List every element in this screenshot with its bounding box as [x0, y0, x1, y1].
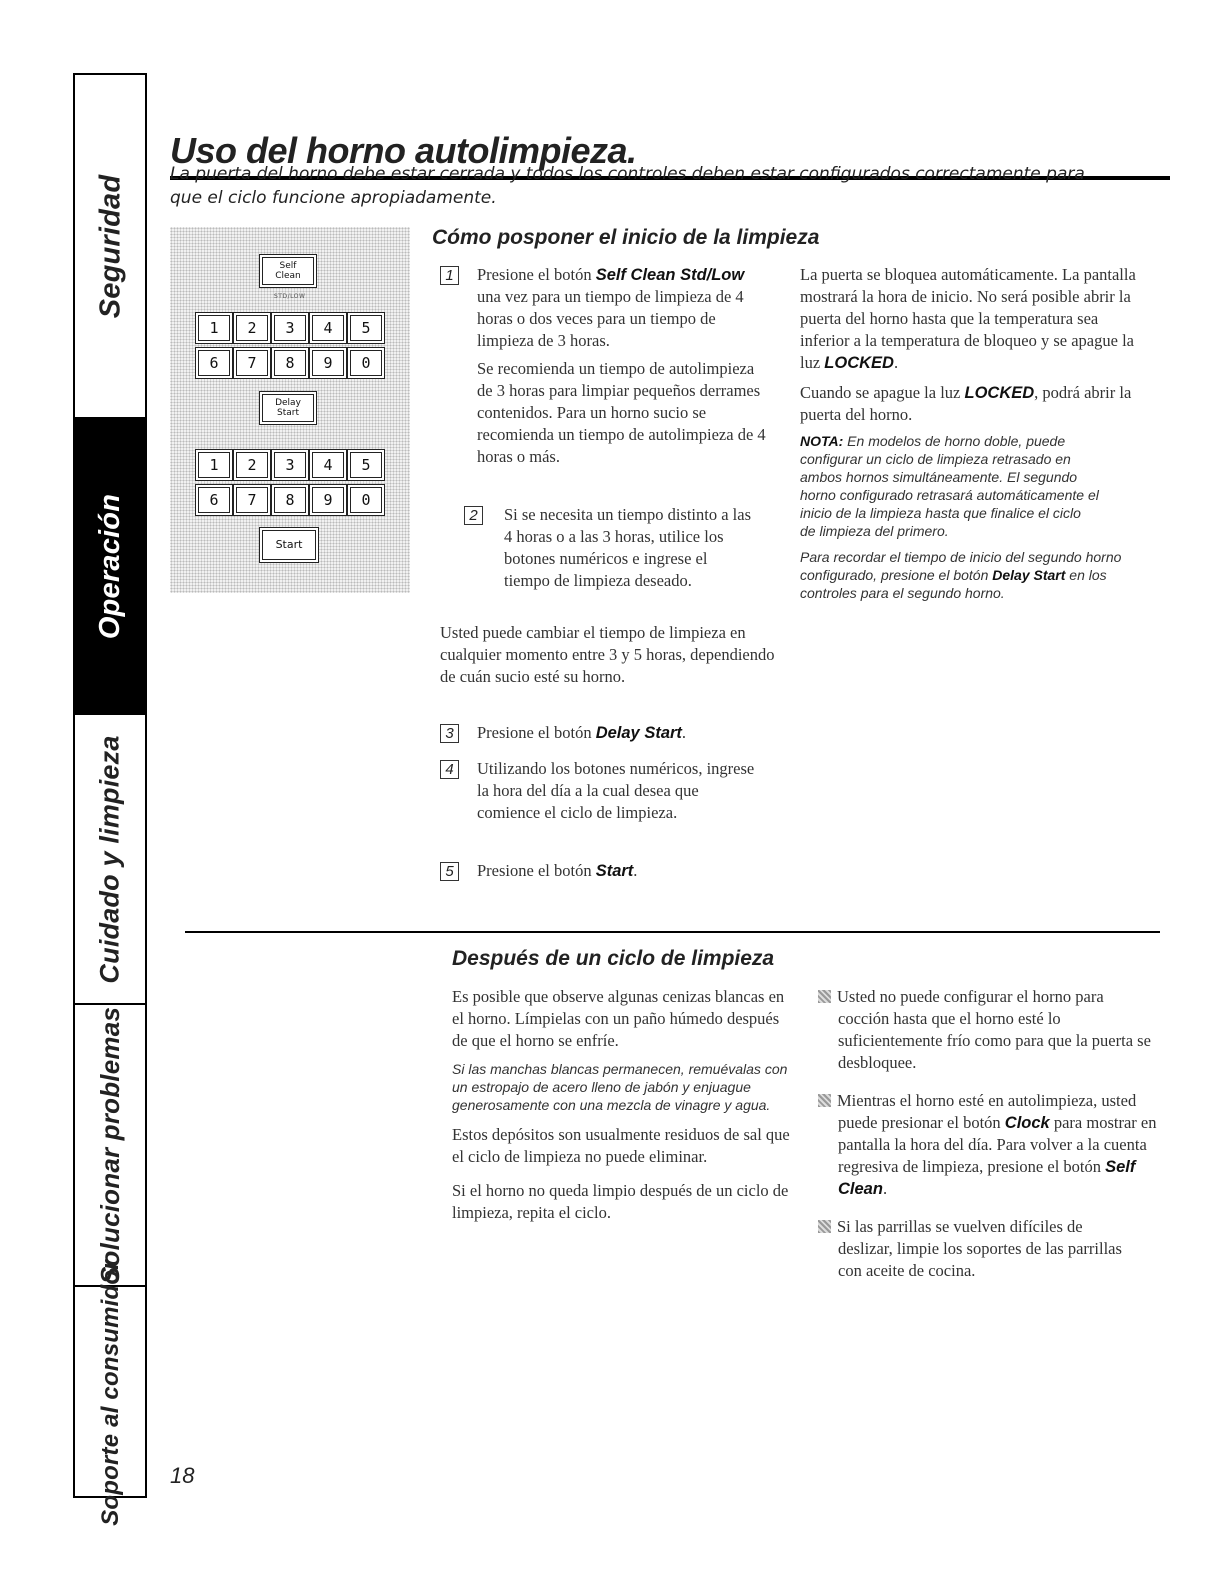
number-key: 4 — [312, 315, 344, 341]
start-key: Start — [262, 530, 316, 560]
number-key: 5 — [350, 315, 382, 341]
delay-info-column — [800, 264, 1145, 602]
delay-steps-column — [440, 264, 785, 904]
step-end: . — [633, 861, 638, 880]
step-4 — [440, 758, 785, 824]
section-heading-delay: Cómo posponer el inicio de la limpieza — [432, 226, 820, 249]
button-name: Start — [595, 862, 634, 880]
tab-operacion[interactable] — [75, 419, 146, 715]
step-text: Utilizando los botones numéricos, ingrese la hora del día a la cual desea que comience el ciclo de limpieza. — [477, 759, 755, 822]
delay-start-key — [262, 394, 314, 422]
number-key: 8 — [274, 487, 306, 513]
number-key: 5 — [350, 452, 382, 478]
number-key: 3 — [274, 315, 306, 341]
number-key: 9 — [312, 487, 344, 513]
number-key: 7 — [236, 350, 268, 376]
note-text: En modelos de horno doble, puede configurar un ciclo de limpieza retrasado en ambos hornos simultáneamente. El segundo horno configurado retrasará automáticamente el inicio de la limpieza hasta que finalice el ciclo de limpieza del primero. — [800, 433, 1099, 539]
step-5 — [440, 860, 785, 882]
step-number: 2 — [464, 506, 483, 525]
tab-label: Operación — [94, 493, 127, 639]
step-number: 1 — [440, 266, 459, 285]
bullet-item — [818, 986, 1158, 1074]
section-divider — [185, 931, 1160, 933]
step-number: 5 — [440, 862, 459, 881]
tab-label: Soporte al consumidor — [96, 1259, 124, 1526]
body-text: Estos depósitos son usualmente residuos de sal que el ciclo de limpieza no puede eliminar. — [452, 1125, 790, 1166]
number-key: 2 — [236, 315, 268, 341]
bullet-item — [818, 1216, 1138, 1282]
page-number: 18 — [170, 1463, 195, 1488]
button-name: Self Clean Std/Low — [595, 266, 745, 284]
section-heading-after: Después de un ciclo de limpieza — [452, 947, 775, 970]
key-label: Self — [279, 261, 297, 271]
sidebar-divider — [145, 73, 147, 1498]
number-key: 6 — [198, 487, 230, 513]
page-title: Uso del horno autolimpieza. — [170, 130, 637, 171]
keypad-illustration — [170, 227, 410, 593]
tab-label: Seguridad — [94, 174, 127, 318]
step-text — [440, 722, 785, 744]
step-2 — [464, 504, 784, 592]
bullet-icon — [818, 1220, 831, 1233]
step-text — [440, 264, 767, 352]
button-name: Clock — [1004, 1114, 1050, 1132]
tab-label: Cuidado y limpieza — [95, 734, 125, 984]
body-text: Mientras el horno esté en autolimpieza, usted puede presionar el botón — [837, 1091, 1137, 1132]
nota-block — [800, 432, 1100, 540]
button-name: Delay Start — [992, 567, 1066, 583]
step-end: . — [681, 723, 687, 742]
number-key: 7 — [236, 487, 268, 513]
tab-soporte-al-consumidor[interactable] — [75, 1259, 146, 1526]
step-1 — [440, 264, 785, 468]
step-lead: Presione el botón — [477, 723, 596, 742]
self-clean-key — [262, 257, 314, 285]
bullet-icon — [818, 1094, 831, 1107]
tab-cuidado-y-limpieza[interactable] — [75, 715, 146, 1005]
intro-text: La puerta del horno debe estar cerrada y todos los controles deben estar configurados correctamente para que el ciclo funcione apropiadamente. — [170, 164, 1085, 208]
note-text: Si las manchas blancas permanecen, remuévalas con un estropajo de acero lleno de jabón y enjuague generosamente con una mezcla de vinagre y agua. — [452, 1061, 788, 1113]
key-label: Start — [277, 408, 299, 418]
number-key: 4 — [312, 452, 344, 478]
step-text: Si se necesita un tiempo distinto a las 4 horas o a las 3 horas, utilice los botones numéricos e ingrese el tiempo de limpieza deseado. — [504, 505, 752, 590]
note-text: Para recordar el tiempo de inicio del segundo horno configurado, presione el botón — [800, 549, 1122, 583]
body-text: . — [882, 1179, 888, 1198]
bullet-item — [818, 1090, 1158, 1200]
step-lead: Presione el botón — [477, 265, 596, 284]
body-text: . — [893, 353, 899, 372]
number-key: 0 — [350, 487, 382, 513]
key-label: Clean — [275, 271, 301, 281]
unlock-info — [800, 382, 1145, 426]
step-para: Se recomienda un tiempo de autolimpieza de 3 horas para limpiar pequeños derrames contenidos. Para un horno sucio se recomienda un tiempo de autolimpieza de 4 horas o más. — [477, 359, 766, 466]
after-right-column — [818, 986, 1158, 1282]
locked-label: LOCKED — [824, 354, 894, 372]
number-key: 9 — [312, 350, 344, 376]
button-name: Delay Start — [595, 724, 682, 742]
number-key: 2 — [236, 452, 268, 478]
sidebar-tabs — [73, 73, 146, 1526]
body-text: para mostrar en pantalla la hora del día. Para volver a la cuenta regresiva de limpieza, presione el botón — [838, 1113, 1157, 1176]
number-key: 8 — [274, 350, 306, 376]
body-text: Usted puede cambiar el tiempo de limpieza en cualquier momento entre 3 y 5 horas, dependiendo de cuán sucio esté su horno. — [440, 623, 775, 686]
std-low-indicator: STD/LOW — [274, 293, 306, 300]
after-left-column — [452, 986, 792, 1224]
step-number: 3 — [440, 724, 459, 743]
number-key: 6 — [198, 350, 230, 376]
number-key: 3 — [274, 452, 306, 478]
body-text: La puerta se bloquea automáticamente. La pantalla mostrará la hora de inicio. No será posible abrir la puerta del horno hasta que la temperatura sea inferior a la temperatura de bloqueo y se apague la luz — [800, 265, 1136, 372]
tab-solucionar-problemas[interactable] — [75, 1005, 146, 1287]
tab-seguridad[interactable] — [75, 75, 146, 419]
step-number: 4 — [440, 760, 459, 779]
step-lead: Presione el botón — [477, 861, 596, 880]
step-text — [440, 860, 785, 882]
body-text: , podrá abrir la puerta del horno. — [800, 383, 1132, 424]
body-text: Si las parrillas se vuelven difíciles de deslizar, limpie los soportes de las parrillas con aceite de cocina. — [837, 1217, 1122, 1280]
note-text: en los controles para el segundo horno. — [800, 567, 1107, 601]
lock-info — [800, 264, 1145, 374]
tab-label: Solucionar problemas — [95, 1006, 126, 1284]
number-key: 1 — [198, 315, 230, 341]
step-3 — [440, 722, 785, 744]
key-label: Delay — [275, 398, 301, 408]
number-key: 1 — [198, 452, 230, 478]
body-text: Usted no puede configurar el horno para cocción hasta que el horno esté lo suficientemente frío como para que la puerta se desbloquee. — [837, 987, 1151, 1072]
locked-label: LOCKED — [964, 384, 1035, 402]
bullet-icon — [818, 990, 831, 1003]
body-text: Si el horno no queda limpio después de un ciclo de limpieza, repita el ciclo. — [452, 1181, 789, 1222]
step-rest: una vez para un tiempo de limpieza de 4 horas o dos veces para un tiempo de limpieza de 3 horas. — [477, 287, 744, 350]
body-text: Cuando se apague la luz — [800, 383, 965, 402]
nota-label: NOTA: — [800, 433, 844, 449]
body-text: Es posible que observe algunas cenizas blancas en el horno. Límpielas con un paño húmedo después de que el horno se enfríe. — [452, 987, 785, 1050]
number-key: 0 — [350, 350, 382, 376]
second-oven-note — [800, 548, 1145, 602]
change-time-note — [440, 622, 785, 688]
button-name: Self Clean — [838, 1158, 1136, 1198]
